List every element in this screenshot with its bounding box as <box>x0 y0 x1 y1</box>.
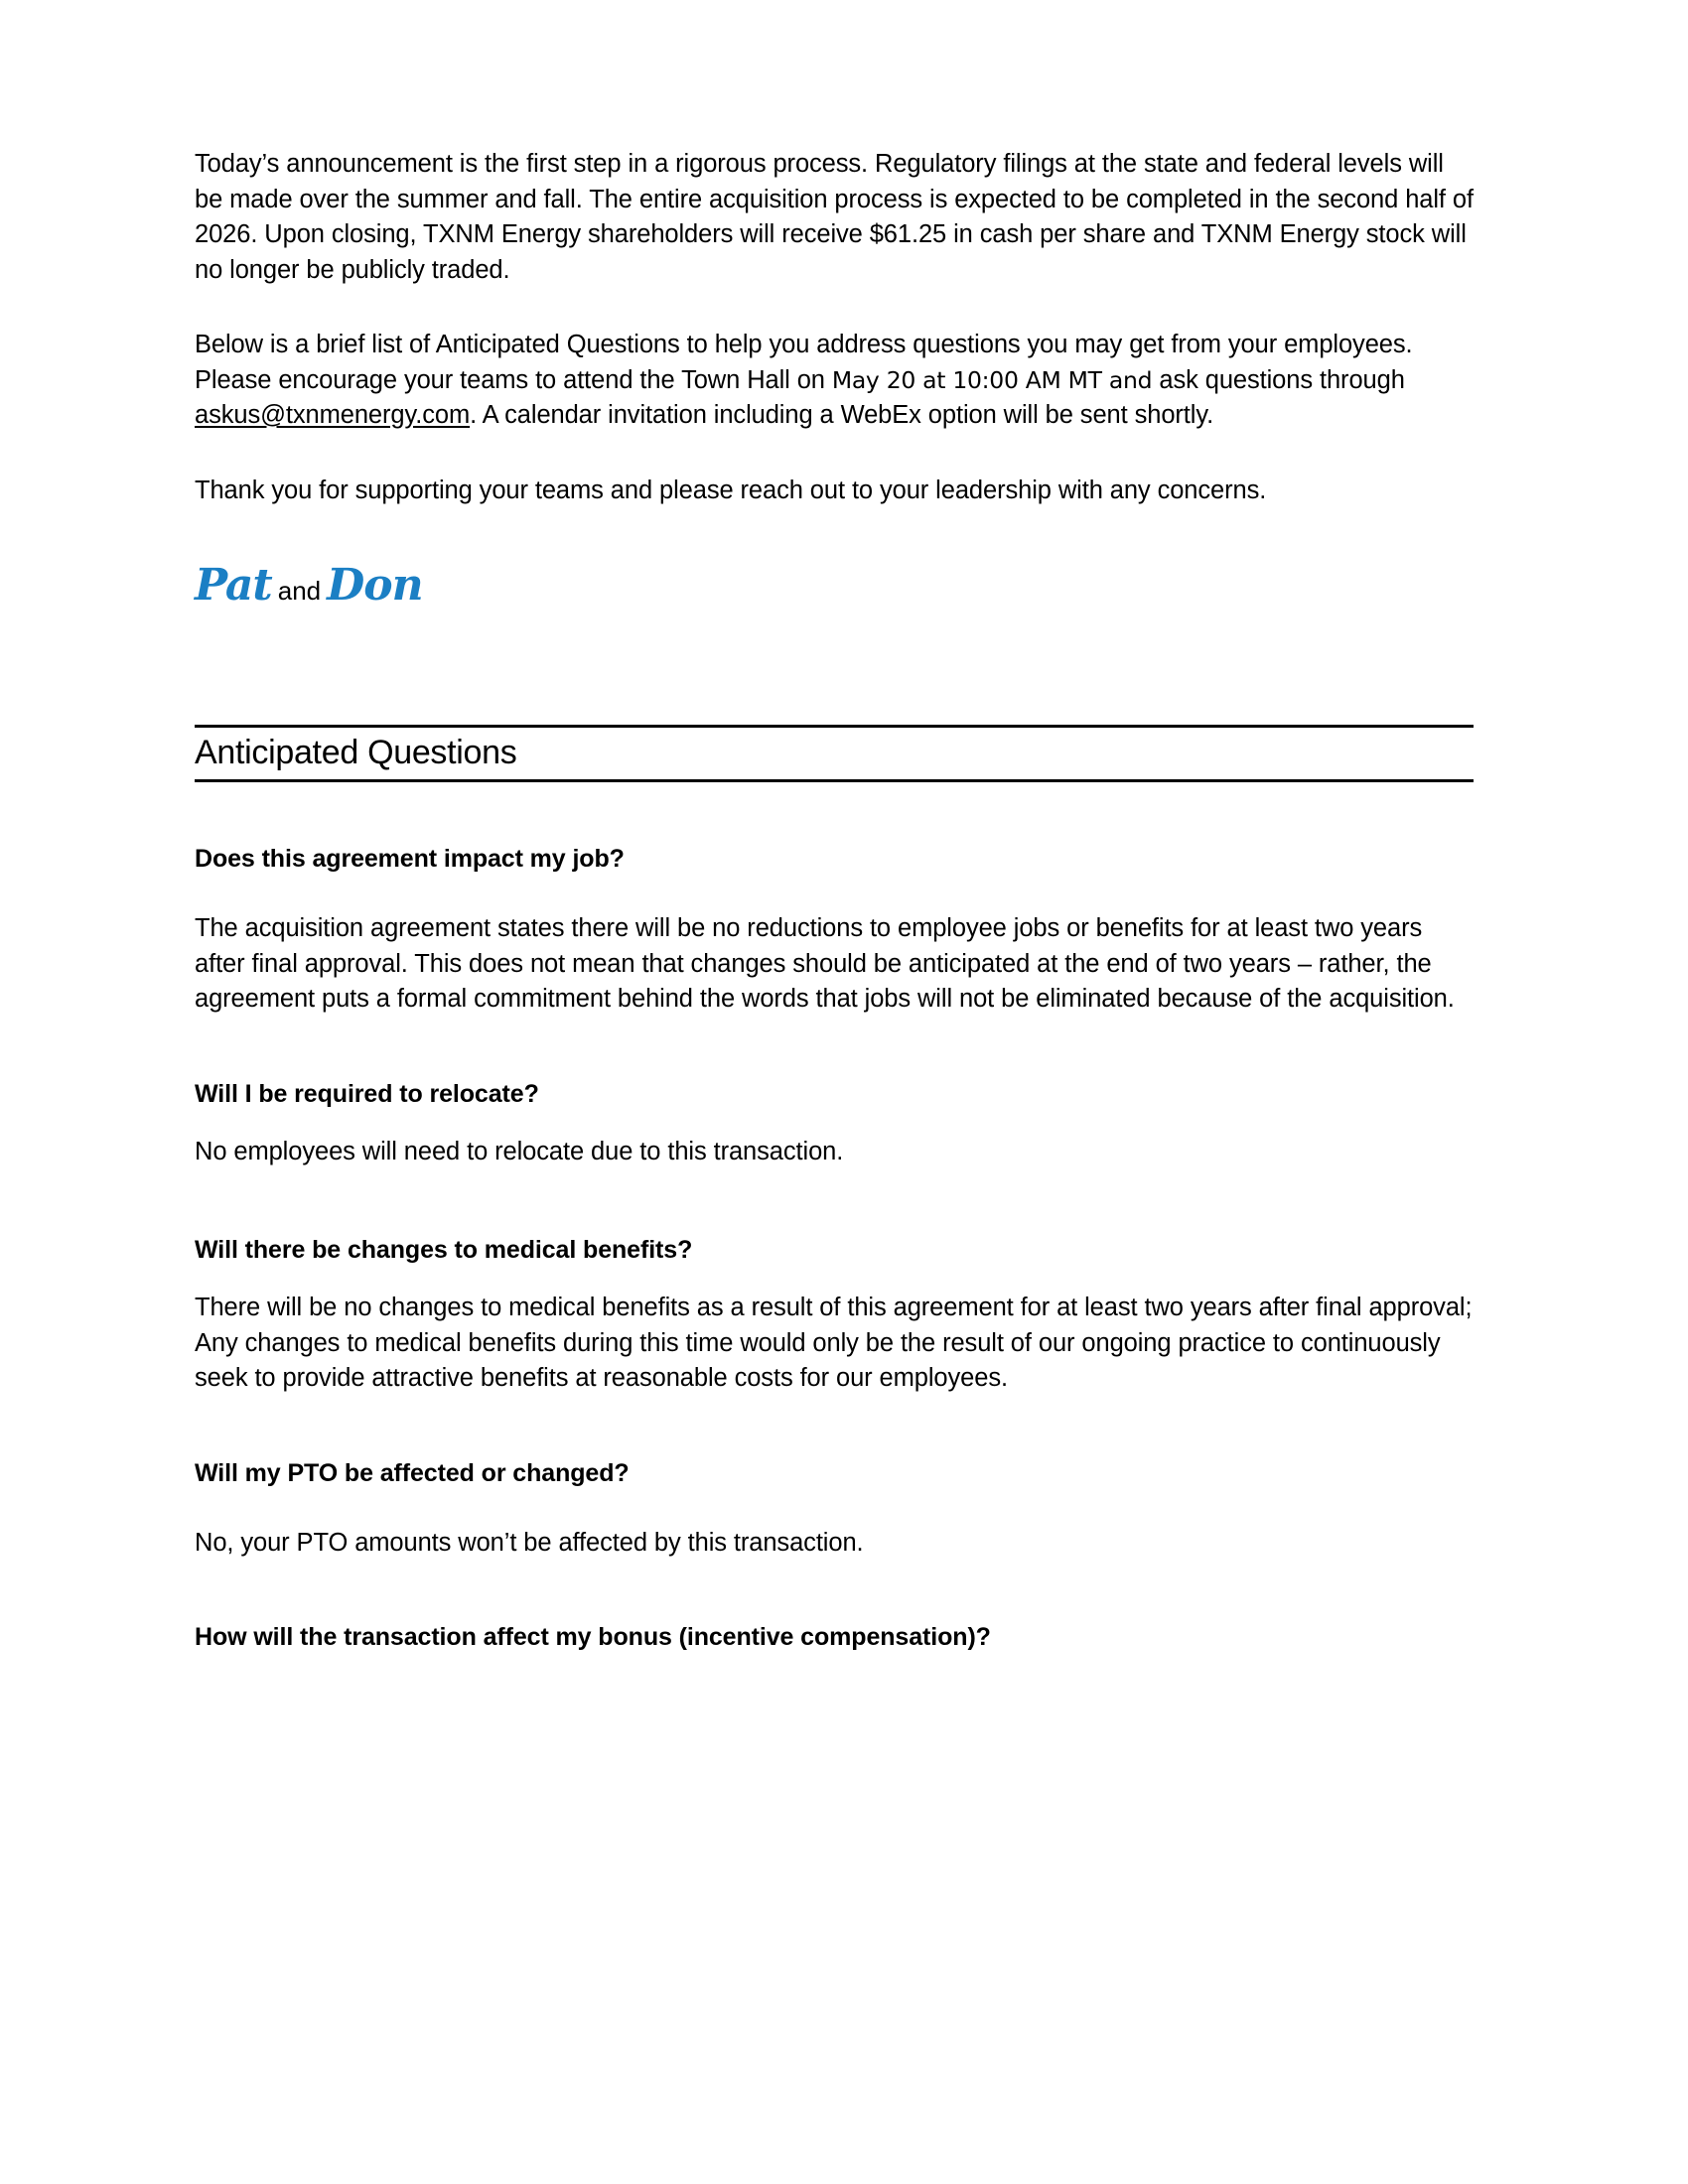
anticipated-intro-run-5: . A calendar invitation including a WebEx option will be sent shortly. <box>470 401 1214 429</box>
anticipated-intro-run-3: ask questions through <box>1159 365 1405 394</box>
top-margin-spacer <box>195 0 1474 147</box>
section-title: Anticipated Questions <box>195 734 517 771</box>
qa-gap <box>195 1111 1474 1135</box>
paragraph-spacer <box>195 434 1474 474</box>
qa-question-2: Will I be required to relocate? <box>195 1079 539 1108</box>
signature-name-pat: Pat <box>195 560 272 611</box>
qa-answer-1: The acquisition agreement states there will be no reductions to employee jobs or benefits for at least two years after final approval. This does not mean that changes should be anticipated at the end of two years – rather, the agreement puts a formal commitment behind the words that jobs will not be eliminated because of the acquisition. <box>195 914 1455 1013</box>
qa-question-4: Will my PTO be affected or changed? <box>195 1458 630 1487</box>
town-hall-datetime: May 20 at 10:00 AM MT and <box>831 365 1160 394</box>
paragraph-closing-text: Thank you for supporting your teams and please reach out to your leadership with any concerns. <box>195 476 1267 504</box>
qa-gap <box>195 1490 1474 1526</box>
paragraph-anticipated-intro <box>195 328 1474 434</box>
document-body <box>195 0 1474 1654</box>
signature-spacer <box>195 508 1474 564</box>
anticipated-questions-heading <box>195 725 1474 782</box>
askus-email-link[interactable]: askus@txnmenergy.com <box>195 401 471 429</box>
signature <box>195 560 1474 611</box>
signature-name-don: Don <box>327 560 423 611</box>
paragraph-intro <box>195 147 1474 288</box>
qa-question-5: How will the transaction affect my bonus (incentive compensation)? <box>195 1623 991 1651</box>
qa-question-3: Will there be changes to medical benefits? <box>195 1236 693 1264</box>
qa-gap <box>195 1267 1474 1291</box>
qa-question-1: Does this agreement impact my job? <box>195 845 625 873</box>
paragraph-intro-text: Today’s announcement is the first step in a rigorous process. Regulatory filings at the state and federal levels will be made over the summer and fall. The entire acquisition process is expected to be completed in the second half of 2026. Upon closing, TXNM Energy shareholders will receive $61.25 in cash per share and TXNM Energy stock will no longer be publicly traded. <box>195 150 1474 284</box>
qa-answer-2: No employees will need to relocate due to this transaction. <box>195 1137 844 1165</box>
qa-block-spacer <box>195 1018 1474 1077</box>
qa-gap <box>195 876 1474 911</box>
paragraph-closing <box>195 474 1474 509</box>
qa-answer-3: There will be no changes to medical benefits as a result of this agreement for at least two years after final approval; Any changes to medical benefits during this time would only be the result of our ongoing practice to continuously seek to provide attractive benefits at reasonable costs for our employees. <box>195 1294 1473 1392</box>
signature-conjunction: and <box>277 576 322 606</box>
section-heading-spacer <box>195 608 1474 725</box>
qa-answer-4: No, your PTO amounts won’t be affected by this transaction. <box>195 1528 864 1557</box>
qa-block-spacer <box>195 1169 1474 1233</box>
paragraph-spacer <box>195 288 1474 328</box>
qa-block-spacer <box>195 1561 1474 1620</box>
heading-bottom-spacer <box>195 782 1474 842</box>
anticipated-intro-run-1: Below is a brief list of Anticipated Questions to help you address questions you may get from your employees. Please encourage your teams to attend the Town Hall on <box>195 331 1413 394</box>
qa-block-spacer <box>195 1397 1474 1456</box>
